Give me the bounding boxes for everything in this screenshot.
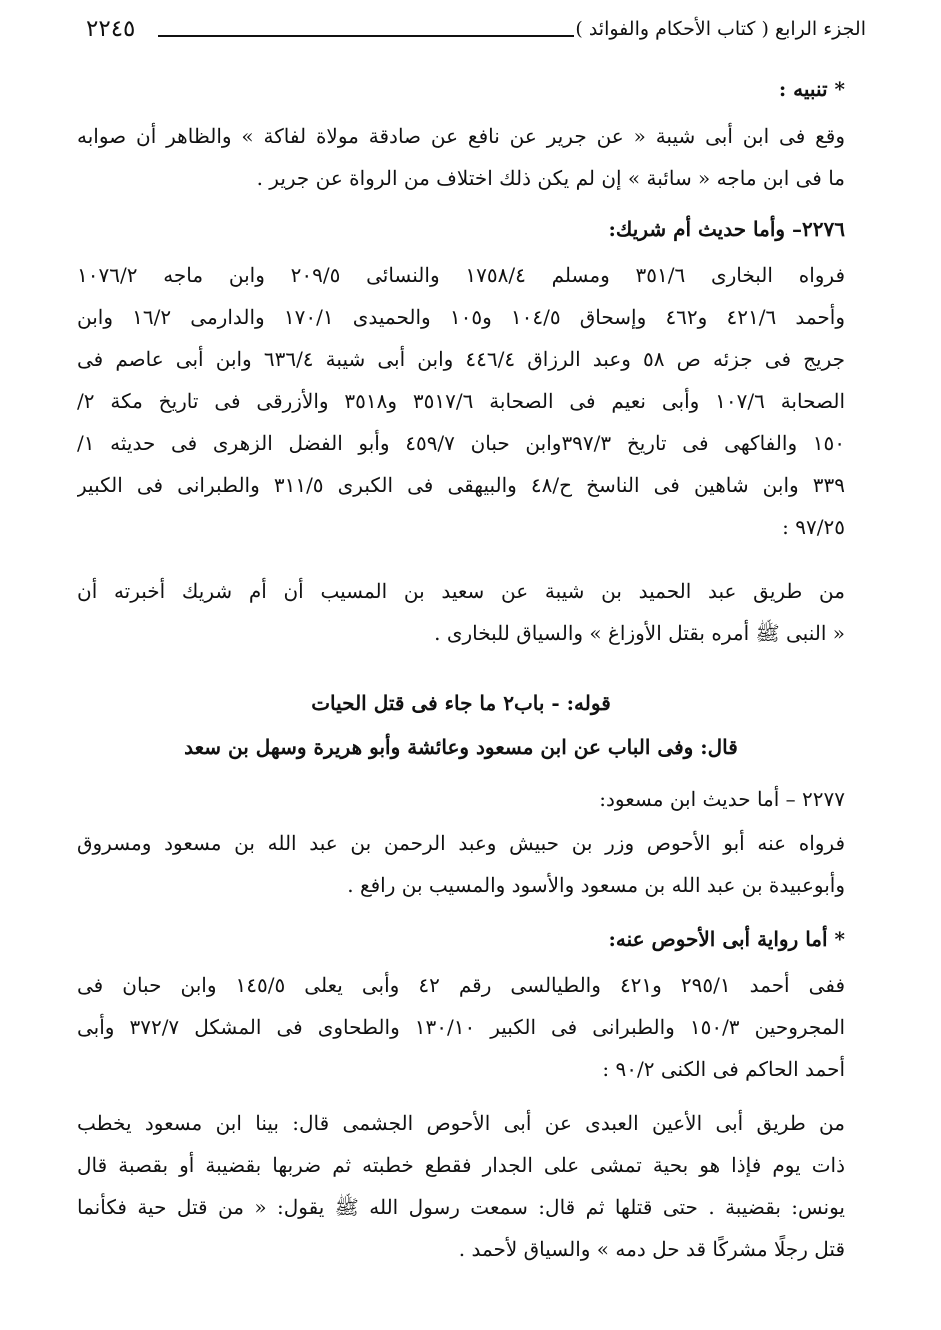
text-line: فرواه البخارى ٣٥١/٦ ومسلم ١٧٥٨/٤ والنسائى ٢٠٩/٥ وابن ماجه ١٠٧٦/٢ [77, 263, 845, 287]
section-subtitle: قال: وفى الباب عن ابن مسعود وعائشة وأبو هريرة وسهل بن سعد [184, 735, 738, 759]
abu-alahwas-narration [77, 1102, 845, 1270]
note-body [77, 115, 845, 199]
text-line: ١٥٠ والفاكهى فى تاريخ ٣٩٧/٣وابن حبان ٤٥٩/٧ وأبو الفضل الزهرى فى حديثه ١/ [77, 431, 845, 455]
text-line: وقع فى ابن أبى شيبة « عن جرير عن نافع عن صادقة مولاة لفاكة » والظاهر أن صوابه [77, 124, 845, 148]
text-line: من طريق أبى الأعين العبدى عن أبى الأحوص الجشمى قال: بينا ابن مسعود يخطب [77, 1111, 845, 1135]
text-line: الصحابة ١٠٧/٦ وأبى نعيم فى الصحابة ٣٥١٧/٦ و٣٥١٨ والأزرقى فى تاريخ مكة ٢/ [77, 389, 845, 413]
text-line: وأحمد ٤٢١/٦ و٤٦٢ وإسحاق ١٠٤/٥ و١٠٥ والحميدى ١٧٠/١ والدارمى ١٦/٢ وابن [77, 305, 845, 329]
text-line: من طريق عبد الحميد بن شيبة عن سعيد بن المسيب أن أم شريك أخبرته أن [77, 579, 845, 603]
hadith-2277-heading: ٢٢٧٧ – أما حديث ابن مسعود: [599, 787, 845, 811]
hadith-2277-narrators [77, 822, 845, 906]
hadith-2276-narration [77, 570, 845, 654]
text-line: ٣٣٩ وابن شاهين فى الناسخ ح/٤٨ والبيهقى فى الكبرى ٣١١/٥ والطبرانى فى الكبير [77, 473, 845, 497]
text-line: ففى أحمد ٢٩٥/١ و٤٢١ والطيالسى رقم ٤٢ وأبى يعلى ١٤٥/٥ وابن حبان فى [77, 973, 845, 997]
hadith-2276-heading: ٢٢٧٦– وأما حديث أم شريك: [608, 217, 845, 241]
text-line: يونس: بقضيبة . حتى قتلها ثم قال: سمعت رسول الله ﷺ يقول: « من قتل حية فكأنما [77, 1195, 845, 1219]
hadith-2276-sources [77, 254, 845, 548]
abu-alahwas-heading: * أما رواية أبى الأحوص عنه: [608, 927, 845, 951]
text-line: « النبى ﷺ أمره بقتل الأوزاغ » والسياق للبخارى . [434, 621, 845, 645]
text-line: فرواه عنه أبو الأحوص وزر بن حبيش وعبد الرحمن بن عبد الله بن مسعود ومسروق [77, 831, 845, 855]
page-number: ٢٢٤٥ [86, 16, 136, 42]
text-line: المجروحين ١٥٠/٣ والطبرانى فى الكبير ١٣٠/١٠ والطحاوى فى المشكل ٣٧٢/٧ وأبى [77, 1015, 845, 1039]
header-rule [158, 35, 574, 37]
running-title: الجزء الرابع ( كتاب الأحكام والفوائد ) [575, 18, 866, 40]
abu-alahwas-sources [77, 964, 845, 1090]
note-heading: * تنبيه : [778, 77, 845, 101]
text-line: وأبوعبيدة بن عبد الله بن مسعود والأسود والمسيب بن رافع . [347, 873, 845, 897]
page-header [86, 16, 866, 50]
text-line: جريج فى جزئه ص ٥٨ وعبد الرزاق ٤٤٦/٤ وابن أبى شيبة ٦٣٦/٤ وابن أبى عاصم فى [77, 347, 845, 371]
text-line: ذات يوم فإذا هو بحية تمشى على الجدار فقطع خطبته ثم ضربها بقضيبة أو بقصبة قال [77, 1153, 845, 1177]
text-line: أحمد الحاكم فى الكنى ٩٠/٢ : [602, 1057, 845, 1081]
text-line: قتل رجلًا مشركًا قد حل دمه » والسياق لأحمد . [458, 1237, 845, 1261]
text-line: ٩٧/٢٥ : [782, 515, 845, 539]
section-title: قوله: - باب٢ ما جاء فى قتل الحيات [311, 691, 611, 715]
text-line: ما فى ابن ماجه « سائبة » إن لم يكن ذلك اختلاف من الرواة عن جرير . [256, 166, 845, 190]
